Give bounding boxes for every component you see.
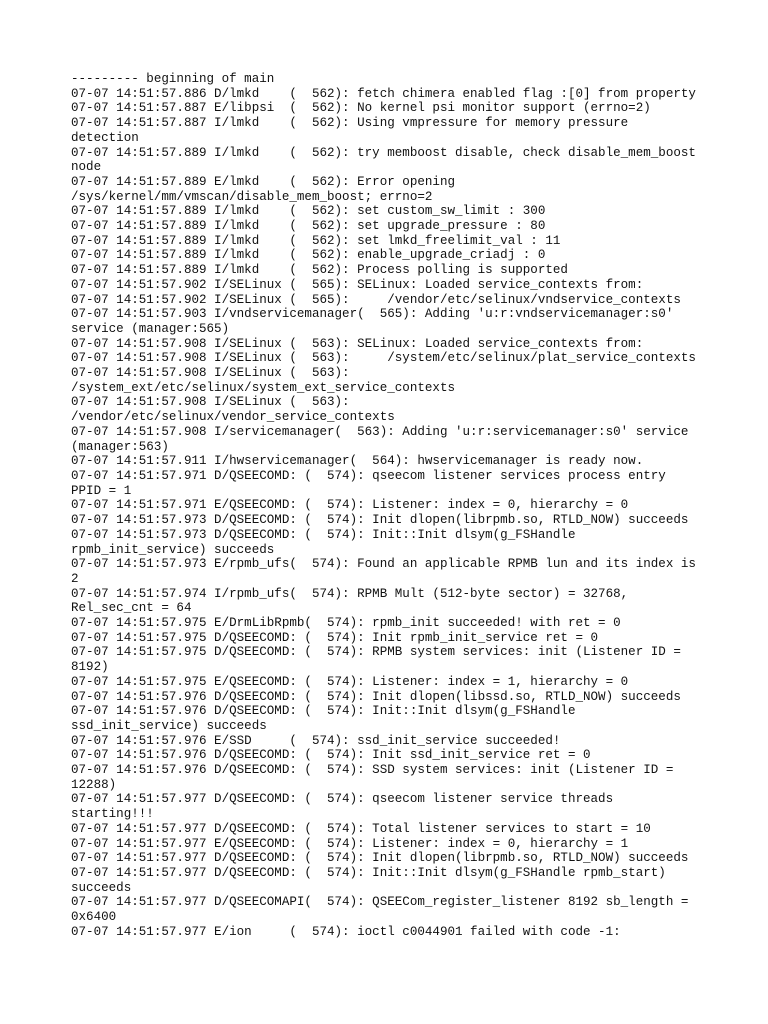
- log-line: 07-07 14:51:57.977 D/QSEECOMD: ( 574): qseecom listener service threads: [71, 792, 614, 807]
- log-line: ssd_init_service) succeeds: [71, 718, 267, 733]
- log-line: 07-07 14:51:57.973 D/QSEECOMD: ( 574): Init dlopen(librpmb.so, RTLD_NOW) succeeds: [71, 513, 689, 528]
- log-line: 07-07 14:51:57.976 E/SSD ( 574): ssd_init_service succeeded!: [71, 733, 561, 748]
- log-line: 2: [71, 571, 79, 586]
- log-line: 07-07 14:51:57.908 I/SELinux ( 563): /system/etc/selinux/plat_service_contexts: [71, 351, 696, 366]
- log-line: 07-07 14:51:57.887 E/libpsi ( 562): No kernel psi monitor support (errno=2): [71, 101, 651, 116]
- log-line: 07-07 14:51:57.908 I/SELinux ( 563): SELinux: Loaded service_contexts from:: [71, 336, 644, 351]
- log-line: service (manager:565): [71, 321, 230, 336]
- log-line: /system_ext/etc/selinux/system_ext_service_contexts: [71, 380, 455, 395]
- log-line: rpmb_init_service) succeeds: [71, 542, 275, 557]
- log-line: 07-07 14:51:57.977 E/QSEECOMD: ( 574): Listener: index = 0, hierarchy = 1: [71, 836, 629, 851]
- log-line: 07-07 14:51:57.976 D/QSEECOMD: ( 574): Init ssd_init_service ret = 0: [71, 748, 591, 763]
- log-line: (manager:563): [71, 439, 169, 454]
- log-line: 07-07 14:51:57.889 I/lmkd ( 562): set lmkd_freelimit_val : 11: [71, 233, 561, 248]
- log-line: 07-07 14:51:57.902 I/SELinux ( 565): /vendor/etc/selinux/vndservice_contexts: [71, 292, 681, 307]
- log-line: 07-07 14:51:57.977 E/ion ( 574): ioctl c0044901 failed with code -1:: [71, 924, 621, 939]
- log-line: node: [71, 160, 102, 175]
- log-line: 07-07 14:51:57.975 E/QSEECOMD: ( 574): Listener: index = 1, hierarchy = 0: [71, 674, 629, 689]
- log-line: 07-07 14:51:57.908 I/SELinux ( 563):: [71, 366, 350, 381]
- log-line: 07-07 14:51:57.971 D/QSEECOMD: ( 574): qseecom listener services process entry: [71, 468, 666, 483]
- log-line: 07-07 14:51:57.903 I/vndservicemanager( 565): Adding 'u:r:vndservicemanager:s0': [71, 307, 674, 322]
- log-line: --------- beginning of main: [71, 72, 275, 86]
- log-line: /vendor/etc/selinux/vendor_service_contexts: [71, 410, 395, 425]
- log-line: 0x6400: [71, 910, 117, 925]
- log-line: detection: [71, 130, 139, 145]
- log-line: 07-07 14:51:57.977 D/QSEECOMD: ( 574): Total listener services to start = 10: [71, 821, 651, 836]
- log-line: 12288): [71, 777, 117, 792]
- log-line: 07-07 14:51:57.973 D/QSEECOMD: ( 574): Init::Init dlsym(g_FSHandle: [71, 527, 576, 542]
- log-line: 07-07 14:51:57.887 I/lmkd ( 562): Using vmpressure for memory pressure: [71, 116, 629, 131]
- log-line: 8192): [71, 660, 109, 675]
- log-line: succeeds: [71, 880, 132, 895]
- log-line: 07-07 14:51:57.971 E/QSEECOMD: ( 574): Listener: index = 0, hierarchy = 0: [71, 498, 629, 513]
- log-line: 07-07 14:51:57.886 D/lmkd ( 562): fetch chimera enabled flag :[0] from property: [71, 86, 696, 101]
- log-line: 07-07 14:51:57.911 I/hwservicemanager( 564): hwservicemanager is ready now.: [71, 454, 644, 469]
- log-line: PPID = 1: [71, 483, 132, 498]
- log-line: 07-07 14:51:57.977 D/QSEECOMD: ( 574): Init dlopen(librpmb.so, RTLD_NOW) succeeds: [71, 851, 689, 866]
- log-line: 07-07 14:51:57.889 I/lmkd ( 562): try memboost disable, check disable_mem_boost: [71, 145, 696, 160]
- log-line: 07-07 14:51:57.974 I/rpmb_ufs( 574): RPMB Mult (512-byte sector) = 32768,: [71, 586, 629, 601]
- log-line: 07-07 14:51:57.975 E/DrmLibRpmb( 574): rpmb_init succeeded! with ret = 0: [71, 616, 621, 631]
- log-line: 07-07 14:51:57.902 I/SELinux ( 565): SELinux: Loaded service_contexts from:: [71, 277, 644, 292]
- log-line: 07-07 14:51:57.977 D/QSEECOMD: ( 574): Init::Init dlsym(g_FSHandle rpmb_start): [71, 865, 666, 880]
- log-line: 07-07 14:51:57.976 D/QSEECOMD: ( 574): SSD system services: init (Listener ID =: [71, 763, 674, 778]
- log-line: 07-07 14:51:57.976 D/QSEECOMD: ( 574): Init dlopen(libssd.so, RTLD_NOW) succeeds: [71, 689, 681, 704]
- log-line: 07-07 14:51:57.973 E/rpmb_ufs( 574): Found an applicable RPMB lun and its index is: [71, 557, 696, 572]
- log-line: 07-07 14:51:57.908 I/SELinux ( 563):: [71, 395, 350, 410]
- log-line: 07-07 14:51:57.975 D/QSEECOMD: ( 574): RPMB system services: init (Listener ID =: [71, 645, 681, 660]
- log-document: [71, 72, 711, 939]
- log-line: 07-07 14:51:57.889 E/lmkd ( 562): Error opening: [71, 174, 455, 189]
- log-line: 07-07 14:51:57.976 D/QSEECOMD: ( 574): Init::Init dlsym(g_FSHandle: [71, 704, 576, 719]
- log-line: 07-07 14:51:57.889 I/lmkd ( 562): Process polling is supported: [71, 263, 568, 278]
- log-line: 07-07 14:51:57.889 I/lmkd ( 562): set upgrade_pressure : 80: [71, 219, 546, 234]
- log-line: 07-07 14:51:57.977 D/QSEECOMAPI( 574): QSEECom_register_listener 8192 sb_length =: [71, 895, 689, 910]
- log-line: 07-07 14:51:57.908 I/servicemanager( 563): Adding 'u:r:servicemanager:s0' service: [71, 424, 689, 439]
- log-line: starting!!!: [71, 807, 154, 822]
- log-line: 07-07 14:51:57.975 D/QSEECOMD: ( 574): Init rpmb_init_service ret = 0: [71, 630, 599, 645]
- log-line: Rel_sec_cnt = 64: [71, 601, 192, 616]
- log-line: /sys/kernel/mm/vmscan/disable_mem_boost; errno=2: [71, 189, 433, 204]
- log-line: 07-07 14:51:57.889 I/lmkd ( 562): enable_upgrade_criadj : 0: [71, 248, 546, 263]
- log-line: 07-07 14:51:57.889 I/lmkd ( 562): set custom_sw_limit : 300: [71, 204, 546, 219]
